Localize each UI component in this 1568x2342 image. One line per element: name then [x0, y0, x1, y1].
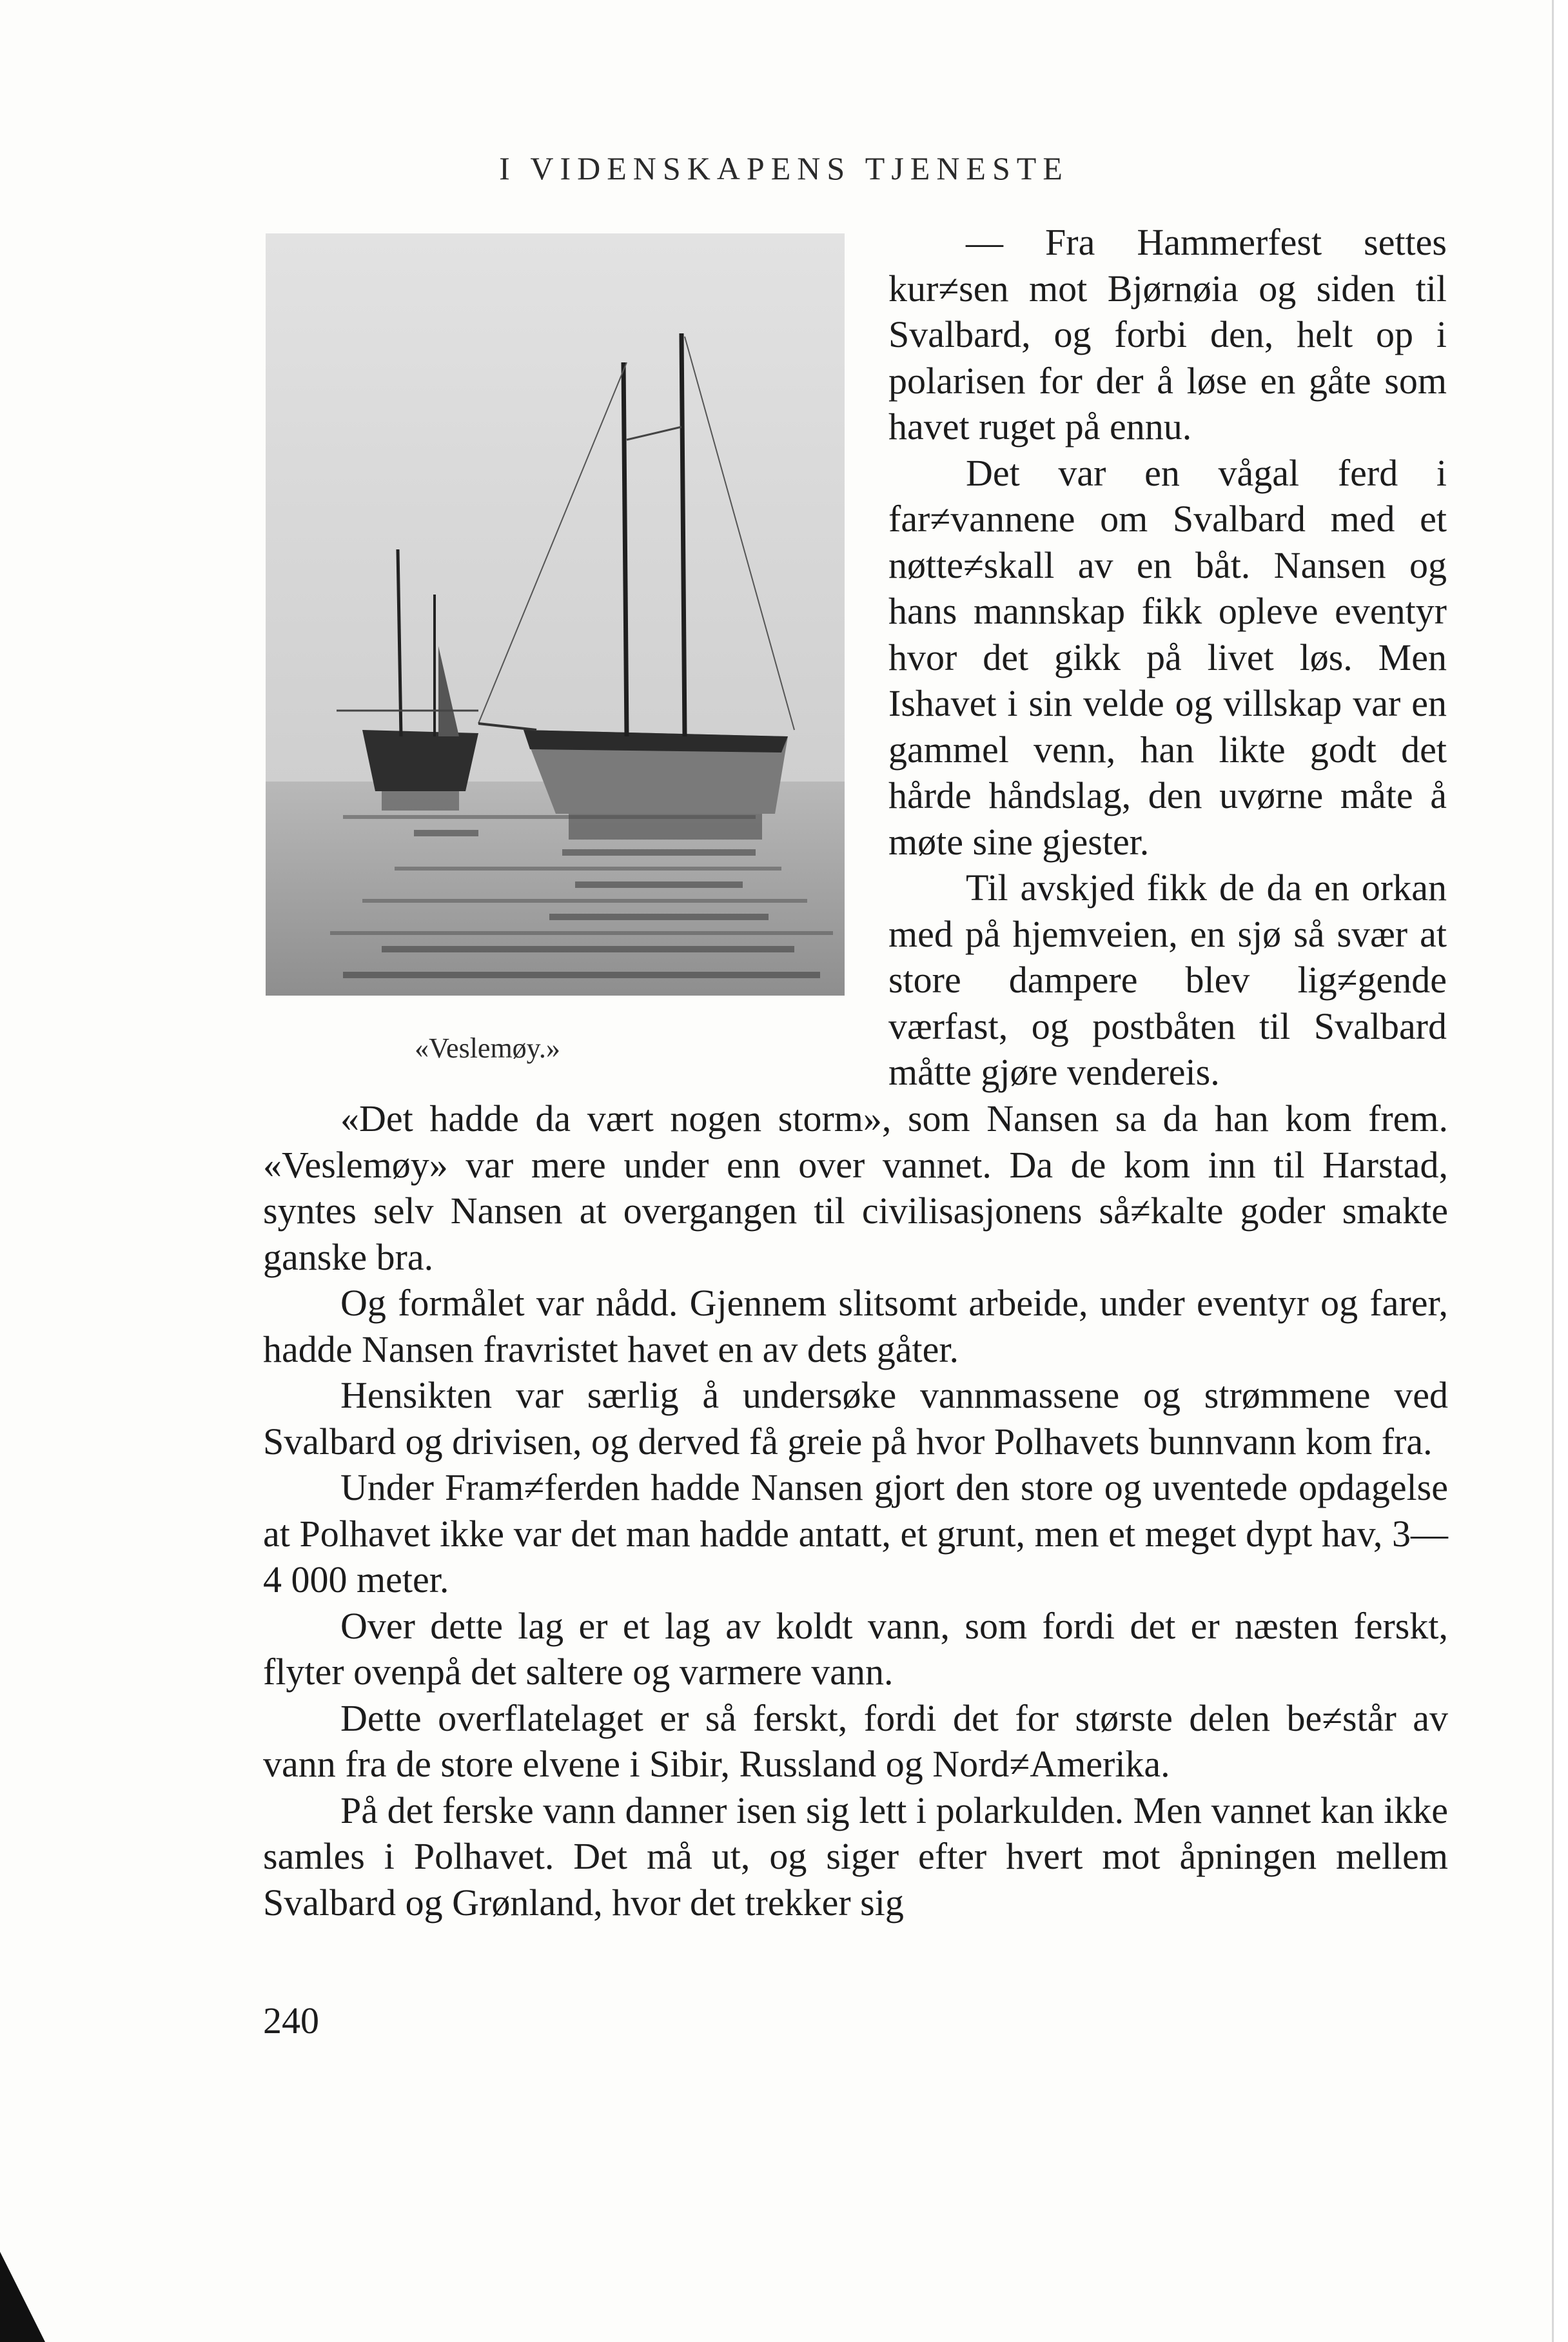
page-edge: [1552, 0, 1568, 2342]
paragraph: På det ferske vann danner isen sig lett i polarkulden. Men vannet kan ikke samles i Polhavet. Det må ut, og siger efter hvert mot åpningen mellem Svalbard og Grønland, hvor det trekker sig: [263, 1789, 1448, 1924]
paragraph: «Det hadde da vært nogen storm», som Nansen sa da han kom frem. «Veslemøy» var mere under enn over vannet. Da de kom inn til Harstad, syntes selv Nansen at overgangen til civilisasjonens så≠kalte goder smakte ganske bra.: [263, 1097, 1448, 1278]
paragraph: Under Fram≠ferden hadde Nansen gjort den store og uventede opdagelse at Polhavet ikke var det man hadde antatt, et grunt, men et meget dypt hav, 3—4 000 meter.: [263, 1466, 1448, 1600]
paragraph: Til avskjed fikk de da en orkan med på hjemveien, en sjø så svær at store dampere blev lig≠gende værfast, og postbåten til Svalbard måtte gjøre vendereis.: [888, 867, 1447, 1093]
body-text: [263, 1096, 1448, 1925]
paragraph: Dette overflatelaget er så ferskt, fordi det for største delen be≠står av vann fra de store elvene i Sibir, Russland og Nord≠Amerika.: [263, 1697, 1448, 1785]
running-head: I VIDENSKAPENS TJENESTE: [499, 150, 1069, 186]
page-number: 240: [263, 2000, 319, 2042]
scan-corner-mark: [0, 2252, 45, 2342]
paragraph: Det var en vågal ferd i far≠vannene om Svalbard med et nøtte≠skall av en båt. Nansen og hans mannskap fikk opleve eventyr hvor det gikk på livet løs. Men Ishavet i sin velde og villskap var en gammel venn, han likte godt det hårde håndslag, den uvørne måte å møte sine gjester.: [888, 451, 1447, 863]
paragraph: Og formålet var nådd. Gjennem slitsomt arbeide, under eventyr og farer, hadde Nansen fravristet havet en av dets gåter.: [263, 1282, 1448, 1370]
paragraph: — Fra Hammerfest settes kur≠sen mot Bjørnøia og siden til Svalbard, og forbi den, helt op i polarisen for der å løse en gåte som havet ruget på ennu.: [888, 221, 1447, 448]
paragraph: Hensikten var særlig å undersøke vannmassene og strømmene ved Svalbard og drivisen, og derved få greie på hvor Polhavets bunnvann kom fra.: [263, 1374, 1448, 1462]
ship-photograph: [266, 233, 845, 996]
side-column-text: [888, 219, 1447, 1096]
paragraph: Over dette lag er et lag av koldt vann, som fordi det er næsten ferskt, flyter ovenpå det saltere og varmere vann.: [263, 1604, 1448, 1693]
photo-caption: «Veslemøy.»: [415, 1032, 560, 1064]
